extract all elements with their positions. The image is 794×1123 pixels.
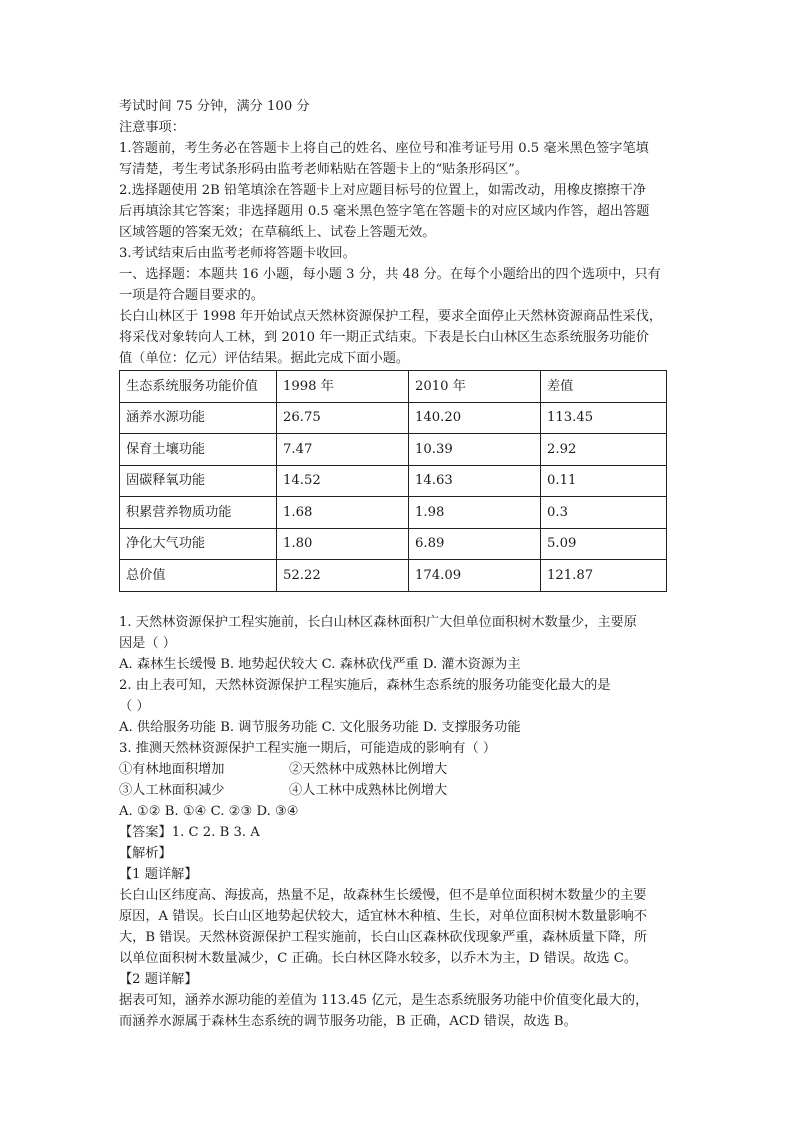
table-cell: 26.75 — [277, 402, 409, 434]
question-3-items — [119, 759, 679, 780]
notice-line: 1.答题前，考生务必在答题卡上将自己的姓名、座位号和准考证号用 0.5 毫米黑色签字笔填 — [119, 141, 649, 156]
exam-time: 考试时间 75 分钟，满分 100 分 — [119, 99, 310, 114]
table-cell: 0.3 — [541, 497, 667, 529]
table-header-cell: 差值 — [541, 371, 667, 403]
question-3-item: ②天然林中成熟林比例增大 — [289, 761, 448, 777]
passage-line: 值（单位：亿元）评估结果。据此完成下面小题。 — [119, 351, 410, 366]
table-header-row — [120, 371, 667, 403]
notice-title: 注意事项： — [119, 120, 185, 135]
table-header-cell: 生态系统服务功能价值 — [120, 371, 277, 403]
table-cell: 1.68 — [277, 497, 409, 529]
answer-line: 【答案】1. C 2. B 3. A — [119, 824, 260, 840]
analysis-title: 【解析】 — [119, 845, 172, 861]
section-title: 一项是符合题目要求的。 — [119, 288, 265, 303]
question-2: （ ） — [119, 698, 150, 714]
question-2: 2. 由上表可知，天然林资源保护工程实施后，森林生态系统的服务功能变化最大的是 — [119, 677, 611, 693]
table-cell: 140.20 — [409, 402, 541, 434]
table-cell: 52.22 — [277, 560, 409, 592]
notice-items — [119, 138, 679, 264]
table-cell: 0.11 — [541, 465, 667, 497]
question-3-item: ④人工林中成熟林比例增大 — [289, 782, 448, 798]
question-3-items — [119, 780, 679, 801]
question-2-options: A. 供给服务功能 B. 调节服务功能 C. 文化服务功能 D. 支撑服务功能 — [119, 719, 521, 735]
table-header-cell: 2010 年 — [409, 371, 541, 403]
table-cell: 1.80 — [277, 528, 409, 560]
passage-line: 长白山林区于 1998 年开始试点天然林资源保护工程，要求全面停止天然林资源商品性采伐， — [119, 309, 663, 324]
table-cell: 积累营养物质功能 — [120, 497, 277, 529]
question-1: 1. 天然林资源保护工程实施前，长白山林区森林面积广大但单位面积树木数量少，主要原 — [119, 614, 637, 630]
table-cell: 174.09 — [409, 560, 541, 592]
notice-line: 2.选择题使用 2B 铅笔填涂在答题卡上对应题目标号的位置上，如需改动，用橡皮擦擦干净 — [119, 183, 646, 198]
question-1-options: A. 森林生长缓慢 B. 地势起伏较大 C. 森林砍伐严重 D. 灌木资源为主 — [119, 656, 521, 672]
table-cell: 6.89 — [409, 528, 541, 560]
table-cell: 7.47 — [277, 434, 409, 466]
table-row — [120, 465, 667, 497]
table-cell: 5.09 — [541, 528, 667, 560]
table-row — [120, 528, 667, 560]
q2-detail-line: 据表可知，涵养水源功能的差值为 113.45 亿元，是生态系统服务功能中价值变化最大的， — [119, 992, 649, 1008]
q1-detail-line: 大，B 错误。天然林资源保护工程实施前，长白山区森林砍伐现象严重，森林质量下降，所 — [119, 929, 648, 945]
table-row — [120, 434, 667, 466]
table-row — [120, 560, 667, 592]
question-1: 因是（ ） — [119, 635, 176, 651]
table-cell: 14.63 — [409, 465, 541, 497]
table-cell: 固碳释氧功能 — [120, 465, 277, 497]
table-cell: 2.92 — [541, 434, 667, 466]
table-cell: 10.39 — [409, 434, 541, 466]
question-3: 3. 推测天然林资源保护工程实施一期后，可能造成的影响有（ ） — [119, 740, 497, 756]
question-3-item: ①有林地面积增加 — [119, 761, 225, 777]
notice-line: 3.考试结束后由监考老师将答题卡收回。 — [119, 246, 356, 261]
table-cell: 14.52 — [277, 465, 409, 497]
notice-line: 区域答题的答案无效；在草稿纸上、试卷上答题无效。 — [119, 225, 436, 240]
table-row — [120, 402, 667, 434]
question-3-options: A. ①② B. ①④ C. ②③ D. ③④ — [119, 803, 299, 819]
table-header-cell: 1998 年 — [277, 371, 409, 403]
q1-detail-title: 【1 题详解】 — [119, 866, 198, 882]
table-row — [120, 497, 667, 529]
notice-line: 写清楚，考生考试条形码由监考老师粘贴在答题卡上的“贴条形码区”。 — [119, 162, 529, 177]
table-cell: 保育土壤功能 — [120, 434, 277, 466]
table-cell: 净化大气功能 — [120, 528, 277, 560]
q1-detail-line: 原因，A 错误。长白山区地势起伏较大，适宜林木种植、生长，对单位面积树木数量影响不 — [119, 908, 648, 924]
q2-detail-title: 【2 题详解】 — [119, 971, 198, 987]
question-3-item: ③人工林面积减少 — [119, 782, 225, 798]
table-cell: 113.45 — [541, 402, 667, 434]
q2-detail-line: 而涵养水源属于森林生态系统的调节服务功能，B 正确，ACD 错误，故选 B。 — [119, 1013, 577, 1029]
passage-line: 将采伐对象转向人工林，到 2010 年一期正式结束。下表是长白山林区生态系统服务功能价 — [119, 330, 649, 345]
q1-detail-line: 以单位面积树木数量减少，C 正确。长白林区降水较多，以乔木为主，D 错误。故选 C。 — [119, 950, 638, 966]
notice-line: 后再填涂其它答案；非选择题用 0.5 毫米黑色签字笔在答题卡的对应区域内作答，超出答题 — [119, 204, 650, 219]
table-cell: 涵养水源功能 — [120, 402, 277, 434]
q1-detail-line: 长白山区纬度高、海拔高，热量不足，故森林生长缓慢，但不是单位面积树木数量少的主要 — [119, 887, 647, 903]
table-cell: 总价值 — [120, 560, 277, 592]
service-value-table — [119, 370, 667, 592]
table-cell: 121.87 — [541, 560, 667, 592]
exam-page — [119, 96, 679, 1032]
table-cell: 1.98 — [409, 497, 541, 529]
section-title: 一、选择题：本题共 16 小题，每小题 3 分，共 48 分。在每个小题给出的四个选项中，只有 — [119, 267, 661, 282]
